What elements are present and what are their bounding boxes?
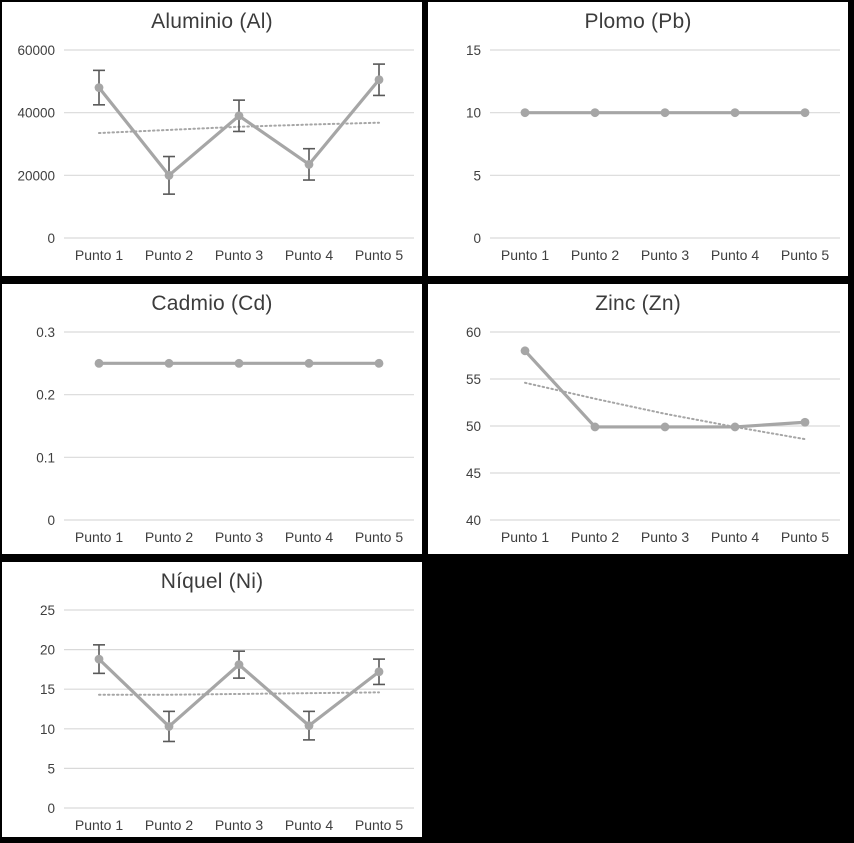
y-axis-tick-label: 55	[465, 372, 481, 387]
y-axis-tick-label: 10	[465, 105, 481, 121]
x-axis-category-label: Punto 1	[74, 529, 124, 545]
x-axis-category-label: Punto 3	[214, 529, 264, 545]
x-axis-category-label: Punto 3	[640, 247, 690, 263]
y-axis-tick-label: 10	[39, 721, 55, 737]
chart-svg-aluminio	[2, 42, 422, 272]
chart-title-cadmio: Cadmio (Cd)	[151, 292, 273, 315]
x-axis-category-label: Punto 4	[284, 247, 334, 263]
x-axis-category-label: Punto 2	[144, 247, 194, 263]
y-axis-tick-label: 0	[47, 231, 55, 246]
x-axis-category-label: Punto 5	[354, 817, 404, 833]
x-axis-category-label: Punto 1	[74, 247, 124, 263]
x-axis-category-label: Punto 5	[354, 247, 404, 263]
x-axis-category-label: Punto 2	[144, 817, 194, 833]
y-axis-tick-label: 25	[39, 603, 55, 618]
x-axis-category-label: Punto 3	[214, 247, 264, 263]
x-axis-category-label: Punto 3	[640, 529, 690, 545]
chart-panel-niquel	[2, 562, 422, 837]
x-axis-category-label: Punto 5	[780, 529, 830, 545]
y-axis-tick-label: 0	[473, 231, 481, 246]
plot-area-plomo	[428, 42, 848, 276]
y-axis-tick-label: 40	[465, 513, 481, 528]
x-axis-category-label: Punto 1	[500, 247, 550, 263]
plot-area-niquel	[2, 602, 422, 837]
chart-svg-cadmio	[2, 324, 422, 554]
chart-title-aluminio: Aluminio (Al)	[151, 10, 273, 33]
chart-svg-niquel	[2, 602, 422, 837]
chart-svg-zinc	[428, 324, 848, 554]
y-axis-tick-label: 15	[39, 682, 55, 698]
plot-area-zinc	[428, 324, 848, 554]
chart-panel-zinc	[428, 284, 848, 554]
x-axis-category-label: Punto 1	[74, 817, 124, 833]
y-axis-tick-label: 0.3	[36, 325, 55, 340]
y-axis-tick-label: 0.1	[36, 450, 55, 466]
plot-area-aluminio	[2, 42, 422, 276]
chart-svg-plomo	[428, 42, 848, 272]
x-axis-category-label: Punto 5	[354, 529, 404, 545]
chart-panel-aluminio	[2, 2, 422, 276]
x-axis-category-label: Punto 2	[570, 529, 620, 545]
x-axis-category-label: Punto 4	[284, 529, 334, 545]
y-axis-tick-label: 0	[47, 513, 55, 528]
y-axis-tick-label: 5	[473, 168, 481, 184]
y-axis-tick-label: 5	[47, 761, 55, 777]
chart-panel-cadmio	[2, 284, 422, 554]
chart-title-niquel: Níquel (Ni)	[160, 570, 264, 593]
chart-panel-plomo	[428, 2, 848, 276]
y-axis-tick-label: 60	[465, 325, 481, 340]
x-axis-category-label: Punto 4	[284, 817, 334, 833]
y-axis-tick-label: 15	[465, 43, 481, 58]
y-axis-tick-label: 20	[39, 642, 55, 658]
y-axis-tick-label: 60000	[17, 43, 55, 58]
x-axis-category-label: Punto 4	[710, 529, 760, 545]
y-axis-tick-label: 0.2	[36, 387, 55, 403]
chart-title-plomo: Plomo (Pb)	[584, 10, 692, 33]
y-axis-tick-label: 50	[465, 419, 481, 434]
chart-title-zinc: Zinc (Zn)	[595, 292, 681, 315]
y-axis-tick-label: 0	[47, 801, 55, 816]
x-axis-category-label: Punto 2	[570, 247, 620, 263]
plot-area-cadmio	[2, 324, 422, 554]
y-axis-tick-label: 20000	[17, 168, 55, 184]
x-axis-category-label: Punto 4	[710, 247, 760, 263]
y-axis-tick-label: 40000	[17, 105, 55, 121]
x-axis-category-label: Punto 5	[780, 247, 830, 263]
x-axis-category-label: Punto 3	[214, 817, 264, 833]
y-axis-tick-label: 45	[465, 466, 481, 481]
x-axis-category-label: Punto 2	[144, 529, 194, 545]
x-axis-category-label: Punto 1	[500, 529, 550, 545]
empty-panel	[426, 557, 854, 843]
